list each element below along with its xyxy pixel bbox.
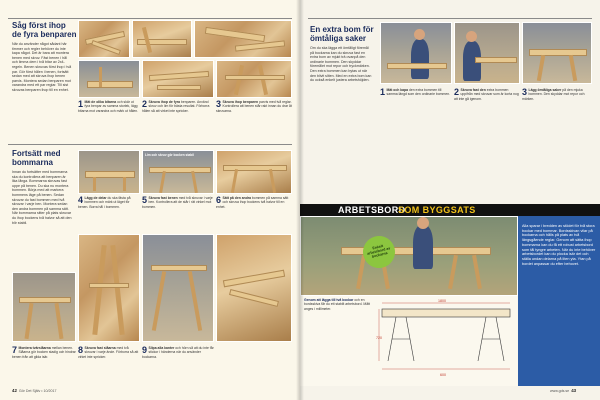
step-caption-9 <box>142 346 214 382</box>
step-text-r3: på den mjuka bommen. Den skyddar mot repor och märken. <box>522 88 585 101</box>
step-number-4: 4 <box>78 196 84 205</box>
step-lead-r1: Mät och kapa <box>386 88 408 92</box>
dimension-height: 720 <box>376 336 382 340</box>
step-photo-5 <box>142 150 214 194</box>
step-number-r1: 1 <box>380 88 386 97</box>
step-caption-5 <box>142 196 214 228</box>
step-photo-4 <box>78 150 140 194</box>
step-photo-6 <box>216 150 292 194</box>
section-1-body-text: När du använder något sådant här timmer och regler behöver du inte kapa något. Det är bara att montera benen med skruv. Fäst benen i hål och limma dem i två bitar av 2x4-regeln. Benen skruvas först ihop i två par. Gör först hålen i benen, fortsätt sedan med att skruva ihop benen parvis. Montera sedan benparen mot varandra med ett par reglar. Till sist skruvas benparen ihop till en enhet. <box>12 42 72 92</box>
step-photo-r2 <box>454 22 520 84</box>
step-photo-1 <box>78 60 140 98</box>
drawing-caption-text: och en bordsskiva får du ett stabilt arbetsbord. Mått anges i millimeter. <box>304 298 370 311</box>
step-photo-1b <box>132 20 192 58</box>
table-top-outline <box>382 309 510 317</box>
step-text-6: bommen på samma sätt och skruva ihop bockens två halvor till en enhet. <box>216 196 289 209</box>
step-number-7: 7 <box>12 346 18 355</box>
step-number-r2: 2 <box>454 88 460 97</box>
step-caption-r2 <box>454 88 520 128</box>
step-text-r2: extra bommen uppifrån med skruvar som är korta nog att inte gå igenom. <box>454 88 519 101</box>
section-1-body <box>12 42 72 132</box>
section-heading-2-line2: bommarna <box>12 157 53 167</box>
step-photo-r1 <box>380 22 452 84</box>
step-lead-4: Lägg de delar <box>84 196 107 200</box>
step-photo-r3 <box>522 22 592 84</box>
divider <box>8 18 292 19</box>
workbench-drawing <box>300 296 518 386</box>
tip-badge-text: Enkelt arbetsbord av bockarna <box>366 243 391 260</box>
step-lead-7: Montera tvärslåarna <box>18 346 51 350</box>
divider <box>308 18 592 19</box>
section-heading-3 <box>310 26 374 43</box>
step-caption-8 <box>78 346 140 382</box>
step-lead-1: Mät de olika bitarna <box>84 100 117 104</box>
step-number-6: 6 <box>216 196 222 205</box>
section-2-body <box>12 170 72 270</box>
section-heading-2-line1: Fortsätt med <box>12 149 61 158</box>
step-number-3: 3 <box>216 100 222 109</box>
step-photo-1a <box>78 20 130 58</box>
step-photo-2 <box>142 60 214 98</box>
page-folio-right <box>550 388 576 393</box>
step-caption-r1 <box>380 88 452 128</box>
step-text-r1: den extra bommen till samma längd som den ordinarie bommen. <box>386 88 451 97</box>
step-lead-5: Skruva fast benen <box>148 196 178 200</box>
step-number-5: 5 <box>142 196 148 205</box>
step-text-9: och hörn så att du inte får stickor i händerna när du använder bockarna. <box>142 346 214 359</box>
info-sidebar <box>518 216 600 386</box>
step-number-1: 1 <box>78 100 84 109</box>
step-photo-9 <box>142 234 214 342</box>
step-number-8: 8 <box>78 346 84 355</box>
step-text-1: och skär ut fyra benpar av samma storlek, lägg bitarna mot varandra och märk ut hålen. <box>78 100 139 113</box>
step-lead-r2: Skruva fast den <box>460 88 486 92</box>
section-heading-3-line1: En extra bom för <box>310 25 374 34</box>
step-number-r3: 3 <box>522 88 528 97</box>
dimension-width: 600 <box>440 373 446 377</box>
banner-subtitle: SOM BYGGSATS <box>398 205 476 215</box>
workbench-diagram <box>376 299 516 383</box>
step-photo-1c <box>194 20 292 58</box>
step-text-8: med två skruvar i varje ände. Förborra så att virket inte spricker. <box>78 346 139 359</box>
website: www.gds.se <box>550 389 570 393</box>
step-caption-2 <box>142 100 214 136</box>
dimension-length: 1800 <box>438 299 446 303</box>
banner-title: ARBETSBORD <box>338 205 406 215</box>
page-number-right: 43 <box>571 388 577 393</box>
section-banner <box>300 204 600 216</box>
section-heading-3-line2: ömtåliga saker <box>310 33 367 43</box>
divider <box>8 144 292 145</box>
step-number-9: 9 <box>142 346 148 355</box>
section-2-body-text: Innan du fortsätter med bommarna ska du kontrollera att benparen är lika långa. Bommarna skruvas fast uppe på benen. Du ska nu montera bommen. Börja med att markera bommens läge på benen. Sedan skruvar du fast bommen med två skruvar i varje ben. Montera sedan den andra bommen på samma sätt. När bommarna sitter på plats skruvar du ihop bockens två halvor så att den blir stabil. <box>12 170 72 225</box>
drawing-caption-lead: Genom att lägga till två bockar <box>304 298 354 302</box>
section-3-body <box>310 46 372 146</box>
page-gutter <box>296 0 304 400</box>
step-text-2: benparen. Använd skruv och lim för bästa resultat. Förborra hålen så att virket inte spricker. <box>142 100 210 113</box>
step-lead-r3: Lägg ömtåliga saker <box>528 88 562 92</box>
step-photo-3 <box>216 60 292 98</box>
magazine-name: Gör Det Själv • 10/2017 <box>18 389 57 393</box>
section-heading-1-line1: Såg först ihop <box>12 21 66 30</box>
step-caption-7 <box>12 346 76 382</box>
photo-annotation: Lim och skruv gör bocken stabil <box>145 153 194 157</box>
step-lead-9: Slipa alla kanter <box>148 346 175 350</box>
step-caption-1 <box>78 100 140 136</box>
step-caption-3 <box>216 100 292 136</box>
step-photo-8 <box>78 234 140 342</box>
step-lead-6: Sätt på den andra <box>222 196 251 200</box>
step-photo-7 <box>12 272 76 342</box>
step-caption-r3 <box>522 88 592 128</box>
step-text-4: du ska fästa på bommen och märk ut läget för benen. Borra hål i bommen. <box>78 196 131 209</box>
page-number-left: 42 <box>12 388 17 393</box>
drawing-caption <box>304 298 374 311</box>
section-3-body-text: Om du ska lägga ett ömtåligt föremål på bockarna kan du skruva fast en extra bom av mjukt trä ovanpå den ordinarie bommen. Den skyddar föremålet mot repor och tryckmärken. Den extra bommen kan bytas ut när den blivit sliten. Med en extra bom kan du också enkelt justera arbetshöjden. <box>310 46 372 83</box>
step-lead-2: Skruva ihop de fyra <box>148 100 180 104</box>
section-heading-2 <box>12 150 60 167</box>
step-number-2: 2 <box>142 100 148 109</box>
page-folio-left <box>12 388 57 393</box>
step-lead-8: Skruva fast slåarna <box>84 346 116 350</box>
step-caption-4 <box>78 196 140 228</box>
step-text-5: med två skruvar i varje ben. Kontrollera att de står i rät vinkel mot bommen. <box>142 196 213 209</box>
step-text-3: parvis med två reglar. Kontrollera att benen står rakt innan du drar åt skruvarna. <box>216 100 292 113</box>
step-photo-10 <box>216 234 292 342</box>
step-caption-6 <box>216 196 292 228</box>
info-sidebar-text: Alla sparar i bredden av stödet för två stora bockar med bommar. Bordsskivan vilar på bockarna och hålls på plats av två längsgående reglar. Genom att sätta ihop bommarna kan du få ett robust arbetsbord som tål tyngre arbeten. När du inte behöver arbetsbordet kan du plocka isär det och ställa undan delarna på liten yta. Ytan på bordet anpassar du efter behovet. <box>522 224 596 266</box>
step-text-7: mellan benen. Slåarna gör bocken stadig och hindrar benen från att glida isär. <box>12 346 76 359</box>
section-heading-1-line2: de fyra benparen <box>12 29 77 39</box>
step-lead-3: Skruva ihop benparen <box>222 100 259 104</box>
section-heading-1 <box>12 22 76 39</box>
workbench-photo <box>300 216 518 296</box>
